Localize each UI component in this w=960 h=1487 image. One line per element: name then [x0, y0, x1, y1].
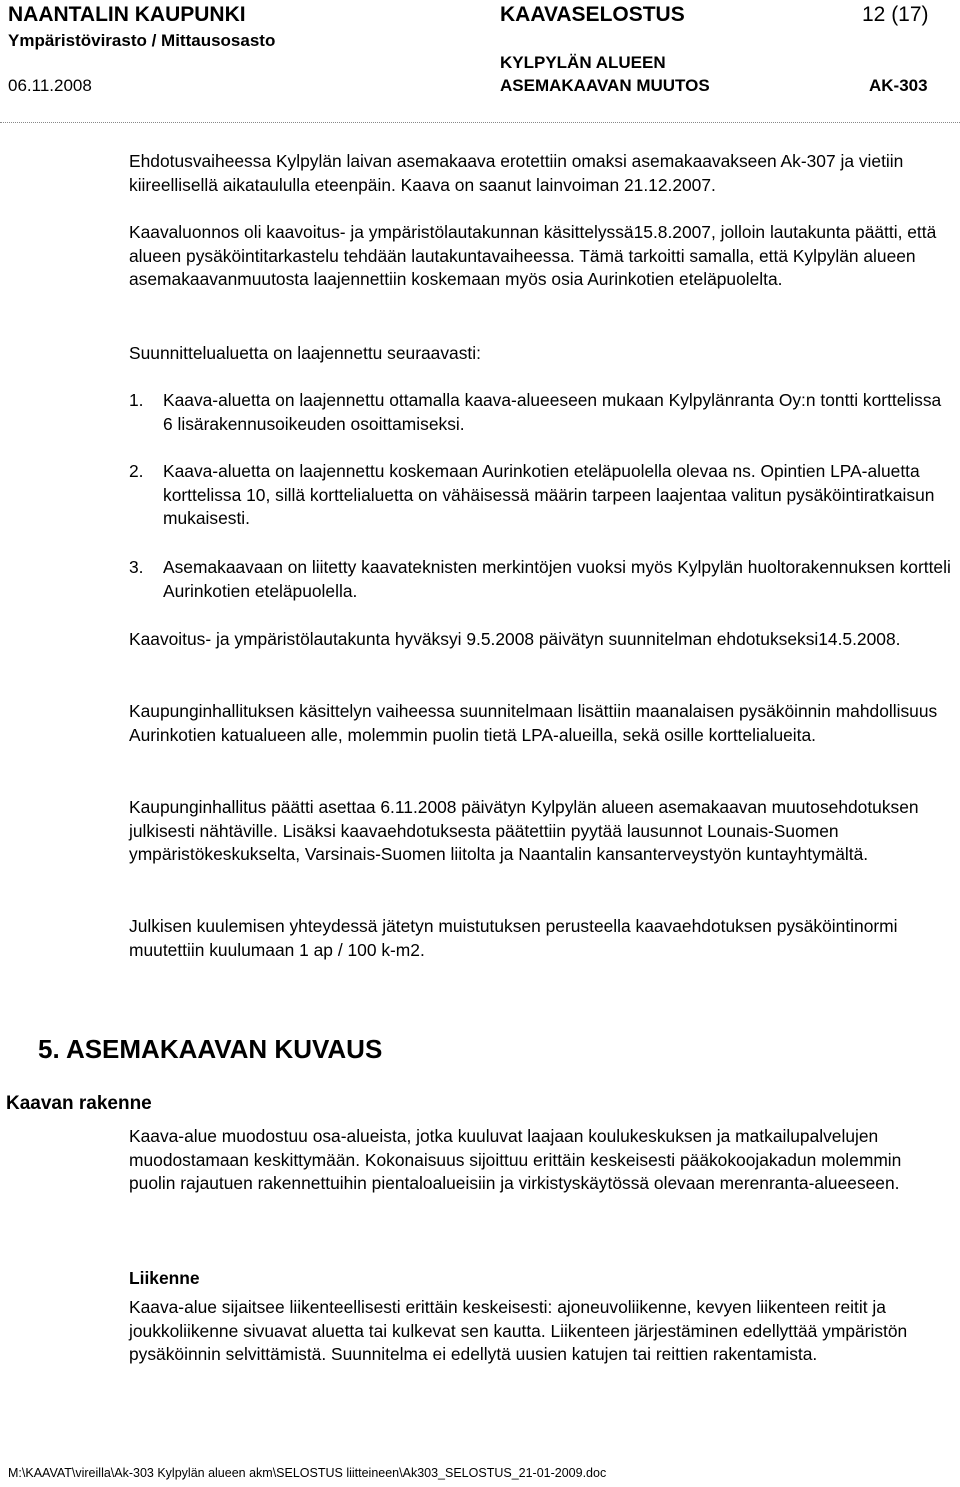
- paragraph-8: Kaava-alue muodostuu osa-alueista, jotka kuuluvat laajaan koulukeskuksen ja matkailupalvelujen muodostamaan keskittymään. Kokonaisuus sijoittuu erittäin keskeisesti pääkokoojakadun molemmin puolin rajautuen rakennettuihin pientaloalueisiin ja virkistyskäytössä olevaan merenranta-alueeseen.: [129, 1126, 902, 1193]
- list-number-1: 1.: [129, 390, 144, 410]
- list-number-3: 3.: [129, 557, 144, 577]
- paragraph-3: Suunnittelualuetta on laajennettu seuraavasti:: [129, 343, 481, 363]
- header-plan-type: ASEMAKAAVAN MUUTOS: [500, 76, 710, 95]
- header-org: NAANTALIN KAUPUNKI: [8, 3, 246, 26]
- list-item-3: Asemakaavaan on liitetty kaavateknisten merkintöjen vuoksi myös Kylpylän huoltorakennuksen kortteli Aurinkotien eteläpuolella.: [163, 557, 951, 601]
- subsection-title: Kaavan rakenne: [6, 1093, 152, 1114]
- list-item-2: Kaava-aluetta on laajennettu koskemaan Aurinkotien eteläpuolella olevaa ns. Opintien LPA-aluetta korttelissa 10, sillä korttelialuetta on vähäisessä määrin tarpeen laajentaa valitun pysäköintiratkaisun mukaisesti.: [163, 461, 935, 528]
- list-number-2: 2.: [129, 461, 144, 481]
- paragraph-9: Kaava-alue sijaitsee liikenteellisesti erittäin keskeisesti: ajoneuvoliikenne, kevyen liikenteen reitit ja joukkoliikenne sivuavat aluetta tai kulkevat sen kautta. Liikenteen järjestäminen edellyttää ympäristön pysäköinnin selvittämistä. Suunnitelma ei edellytä uusien katujen tai reittien rakentamista.: [129, 1297, 908, 1364]
- header-code: AK-303: [869, 76, 928, 95]
- header-area: KYLPYLÄN ALUEEN: [500, 53, 666, 72]
- paragraph-1: Ehdotusvaiheessa Kylpylän laivan asemakaava erotettiin omaksi asemakaavakseen Ak-307 ja vietiin kiireellisellä aikataululla eteenpäin. Kaava on saanut lainvoiman 21.12.2007.: [129, 151, 904, 195]
- paragraph-4: Kaavoitus- ja ympäristölautakunta hyväksyi 9.5.2008 päivätyn suunnitelman ehdotukseksi14.5.2008.: [129, 629, 901, 649]
- header-divider: [0, 122, 960, 123]
- footer-file-path: M:\KAAVAT\vireilla\Ak-303 Kylpylän alueen akm\SELOSTUS liitteineen\Ak303_SELOSTUS_21-01-2009.doc: [8, 1466, 607, 1480]
- section-title: 5. ASEMAKAAVAN KUVAUS: [38, 1034, 383, 1064]
- paragraph-2: Kaavaluonnos oli kaavoitus- ja ympäristölautakunnan käsittelyssä15.8.2007, jolloin lautakunta päätti, että alueen pysäköintitarkastelu tehdään lautakuntavaiheessa. Tämä tarkoitti samalla, että Kylpylän alueen asemakaavanmuutosta laajennettiin koskemaan myös osia Aurinkotien eteläpuolelta.: [129, 222, 937, 289]
- header-date: 06.11.2008: [8, 76, 92, 95]
- list-item-1: Kaava-aluetta on laajennettu ottamalla kaava-alueeseen mukaan Kylpylänranta Oy:n tontti korttelissa 6 lisärakennusoikeuden osoittamiseksi.: [163, 390, 942, 434]
- header-department: Ympäristövirasto / Mittausosasto: [8, 31, 276, 50]
- header-doc-type: KAAVASELOSTUS: [500, 3, 685, 26]
- liikenne-heading: Liikenne: [129, 1268, 200, 1288]
- paragraph-6: Kaupunginhallitus päätti asettaa 6.11.2008 päivätyn Kylpylän alueen asemakaavan muutosehdotuksen julkisesti nähtäville. Lisäksi kaavaehdotuksesta päätettiin pyytää lausunnot Lounais-Suomen ympäristökeskukselta, Varsinais-Suomen liitolta ja Naantalin kansanterveystyön kuntayhtymältä.: [129, 797, 919, 864]
- paragraph-5: Kaupunginhallituksen käsittelyn vaiheessa suunnitelmaan lisättiin maanalaisen pysäköinnin mahdollisuus Aurinkotien katualueen alle, molemmin puolin tietä LPA-alueilla, sekä osille korttelialueita.: [129, 701, 938, 745]
- header-page-number: 12 (17): [862, 3, 929, 26]
- paragraph-7: Julkisen kuulemisen yhteydessä jätetyn muistutuksen perusteella kaavaehdotuksen pysäköintinormi muutettiin kuulumaan 1 ap / 100 k-m2.: [129, 916, 898, 960]
